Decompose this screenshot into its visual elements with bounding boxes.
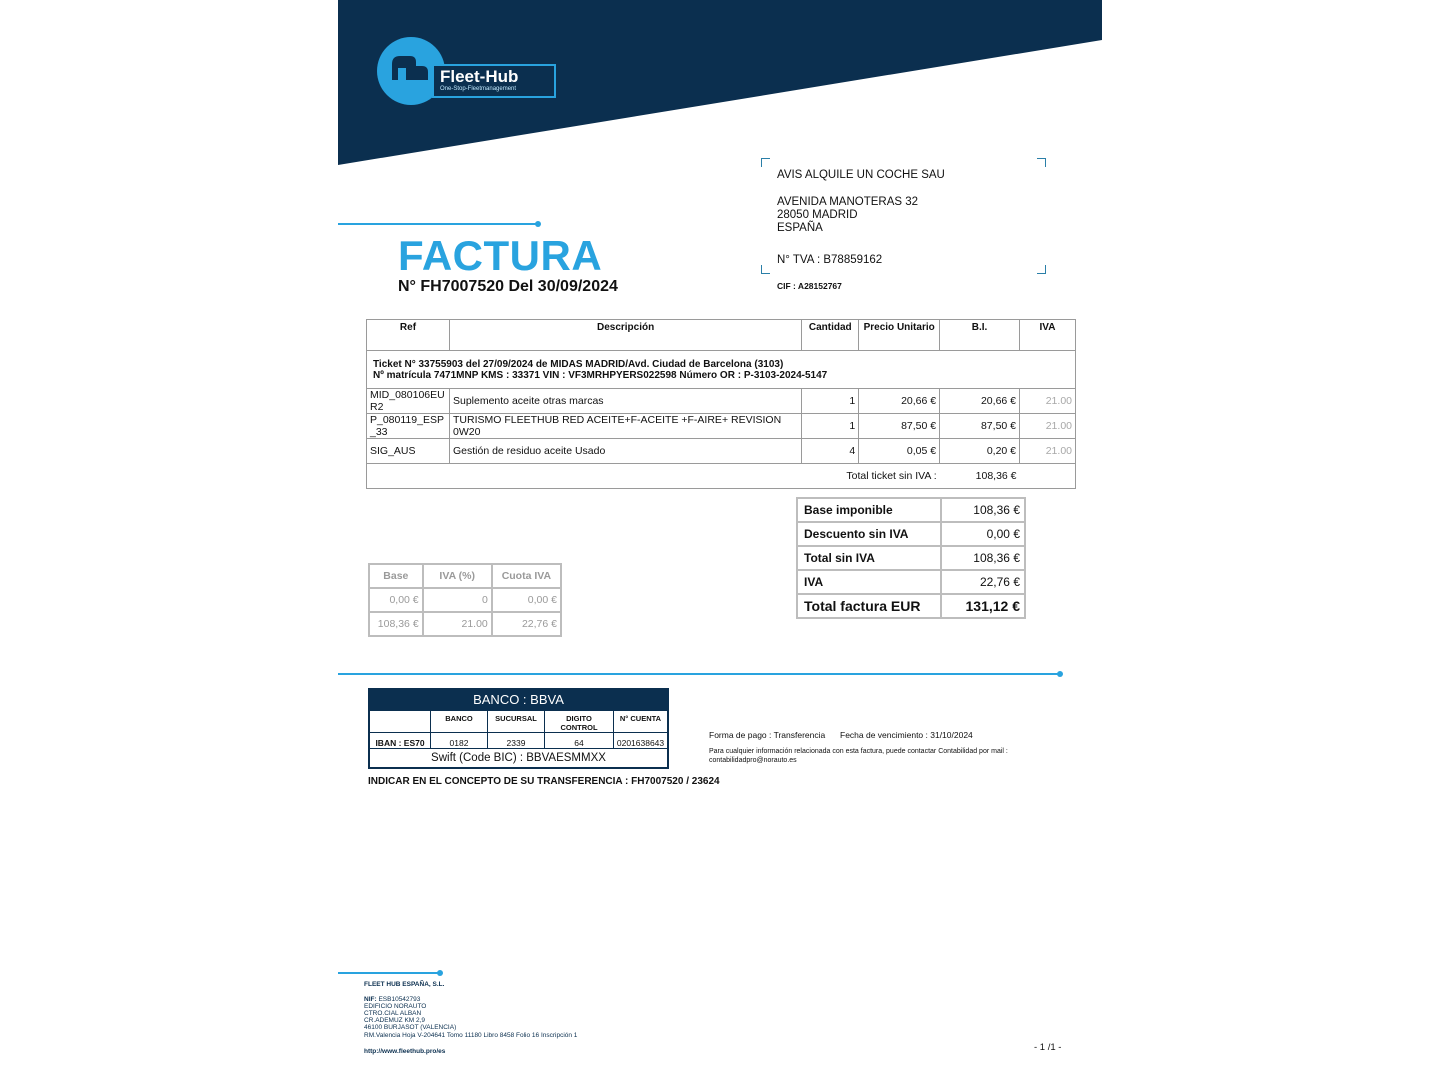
customer-street: AVENIDA MANOTERAS 32 [777, 196, 919, 208]
row-description: Suplemento aceite otras marcas [449, 389, 801, 414]
table-row [367, 389, 1076, 414]
row-bi: 0,20 € [940, 439, 1020, 464]
vat-breakdown-table [368, 563, 562, 637]
row-ref: P_080119_ESP _33 [367, 414, 450, 439]
bank-cuenta: 0201638643 [614, 733, 668, 749]
footer-line: CTRO.CIAL ALBAN [364, 1010, 422, 1017]
payment-contact-1: Para cualquier información relacionada con esta factura, puede contactar Contabilidad por mail : [709, 748, 1008, 755]
footer-nif-label: NIF: [364, 996, 377, 1003]
customer-country: ESPAÑA [777, 222, 823, 234]
vat-base: 108,36 € [369, 612, 423, 636]
row-unit-price: 0,05 € [859, 439, 940, 464]
row-ref: SIG_AUS [367, 439, 450, 464]
items-header-row [367, 320, 1076, 351]
address-corner-bl [761, 265, 770, 274]
row-bi: 20,66 € [940, 389, 1020, 414]
bank-title: BANCO : BBVA [370, 690, 667, 710]
table-row [367, 414, 1076, 439]
customer-cif: CIF : A28152767 [777, 281, 842, 291]
row-quantity: 1 [802, 414, 859, 439]
payment-method: Forma de pago : Transferencia [709, 730, 826, 740]
ticket-line-2: Nº matrícula 7471MNP KMS : 33371 VIN : VF3MRHPYERS022598 Número OR : P-3103-2024-5147 [373, 369, 828, 381]
page-number: - 1 /1 - [1034, 1042, 1062, 1053]
invoice-title: FACTURA [398, 232, 603, 279]
bank-swift: Swift (Code BIC) : BBVAESMMXX [431, 752, 606, 764]
customer-name: AVIS ALQUILE UN COCHE SAU [777, 169, 945, 181]
bank-col-digito: DIGITO CONTROL [545, 711, 614, 733]
row-iva: 21.00 [1020, 439, 1076, 464]
col-description: Descripción [449, 320, 801, 351]
grand-total-label: Total factura EUR [797, 594, 941, 618]
row-iva: 21.00 [1020, 414, 1076, 439]
bank-details-table [370, 710, 667, 749]
vat-col-base: Base [369, 564, 423, 588]
bank-col-empty [370, 711, 431, 733]
items-table [366, 319, 1076, 489]
title-accent-dot [535, 221, 541, 227]
bank-col-banco: BANCO [431, 711, 488, 733]
row-unit-price: 87,50 € [859, 414, 940, 439]
customer-city: 28050 MADRID [777, 209, 858, 221]
row-description: Gestión de residuo aceite Usado [449, 439, 801, 464]
bank-digito: 64 [545, 733, 614, 749]
totals-row [797, 546, 1025, 570]
vat-col-rate: IVA (%) [423, 564, 492, 588]
bank-accent-dot [1057, 671, 1063, 677]
row-ref: MID_080106EU R2 [367, 389, 450, 414]
grand-total-row [797, 594, 1025, 618]
bank-col-sucursal: SUCURSAL [488, 711, 545, 733]
footer-line: 46100 BURJASOT (VALENCIA) [364, 1024, 457, 1031]
vat-amount: 0,00 € [492, 588, 561, 612]
table-row [369, 588, 561, 612]
customer-tva: N° TVA : B78859162 [777, 254, 883, 266]
bank-accent-line [338, 673, 1060, 675]
footer-accent-dot [437, 970, 443, 976]
col-bi: B.I. [940, 320, 1020, 351]
footer-line: CR.ADEMUZ KM 2,9 [364, 1017, 426, 1024]
ticket-total-spacer [1020, 464, 1076, 489]
logo-wordmark [432, 64, 556, 98]
address-corner-tr [1037, 158, 1046, 167]
footer-accent-line [338, 972, 440, 974]
totals-value: 108,36 € [941, 498, 1025, 522]
ticket-line-1: Ticket N° 33755903 del 27/09/2024 de MIDAS MADRID/Avd. Ciudad de Barcelona (3103) [373, 358, 784, 370]
payment-due: Fecha de vencimiento : 31/10/2024 [840, 730, 973, 740]
ticket-row [367, 351, 1076, 389]
vat-rate: 21.00 [423, 612, 492, 636]
row-unit-price: 20,66 € [859, 389, 940, 414]
totals-label: IVA [797, 570, 941, 594]
bank-col-cuenta: N° CUENTA [614, 711, 668, 733]
vat-col-amount: Cuota IVA [492, 564, 561, 588]
footer-nif [364, 996, 420, 1003]
bank-iban: IBAN : ES70 [370, 733, 431, 749]
row-bi: 87,50 € [940, 414, 1020, 439]
totals-value: 108,36 € [941, 546, 1025, 570]
row-quantity: 4 [802, 439, 859, 464]
fleet-hub-logo [376, 36, 566, 106]
col-iva: IVA [1020, 320, 1076, 351]
row-description: TURISMO FLEETHUB RED ACEITE+F-ACEITE +F-AIRE+ REVISION 0W20 [449, 414, 801, 439]
footer-url[interactable]: http://www.fleethub.pro/es [364, 1048, 446, 1055]
title-accent-line [338, 223, 538, 225]
totals-table [796, 497, 1026, 619]
row-quantity: 1 [802, 389, 859, 414]
invoice-page [338, 0, 1102, 1080]
brand-tagline: One-Stop-Fleetmanagement [440, 86, 517, 92]
ticket-total-row [367, 464, 1076, 489]
totals-row [797, 498, 1025, 522]
totals-label: Descuento sin IVA [797, 522, 941, 546]
totals-row [797, 570, 1025, 594]
ticket-total-value: 108,36 € [940, 464, 1020, 489]
payment-contact-2: contabilidadpro@norauto.es [709, 757, 797, 764]
vat-rate: 0 [423, 588, 492, 612]
transfer-concept: INDICAR EN EL CONCEPTO DE SU TRANSFERENCIA : FH7007520 / 23624 [368, 776, 720, 787]
bank-sucursal: 2339 [488, 733, 545, 749]
vat-base: 0,00 € [369, 588, 423, 612]
col-unit-price: Precio Unitario [859, 320, 940, 351]
bank-box [368, 688, 669, 769]
col-quantity: Cantidad [802, 320, 859, 351]
ticket-info [367, 351, 1076, 389]
bank-banco: 0182 [431, 733, 488, 749]
address-corner-br [1037, 265, 1046, 274]
grand-total-value: 131,12 € [941, 594, 1025, 618]
totals-label: Total sin IVA [797, 546, 941, 570]
totals-value: 0,00 € [941, 522, 1025, 546]
bank-values-row [370, 733, 667, 749]
ticket-total-label: Total ticket sin IVA : [367, 464, 940, 489]
vat-header-row [369, 564, 561, 588]
table-row [367, 439, 1076, 464]
footer-line: EDIFICIO NORAUTO [364, 1003, 427, 1010]
totals-label: Base imponible [797, 498, 941, 522]
footer-nif-value: ESB10542793 [378, 996, 421, 1003]
bank-header-row [370, 711, 667, 733]
totals-row [797, 522, 1025, 546]
row-iva: 21.00 [1020, 389, 1076, 414]
col-ref: Ref [367, 320, 450, 351]
footer-company: FLEET HUB ESPAÑA, S.L. [364, 981, 445, 988]
totals-value: 22,76 € [941, 570, 1025, 594]
brand-name: Fleet-Hub [440, 67, 519, 86]
vat-amount: 22,76 € [492, 612, 561, 636]
address-corner-tl [761, 158, 770, 167]
invoice-number: N° FH7007520 Del 30/09/2024 [398, 278, 618, 295]
footer-line: RM.Valencia Hoja V-204641 Tomo 11180 Libro 8458 Folio 16 Inscripción 1 [364, 1032, 578, 1039]
table-row [369, 612, 561, 636]
